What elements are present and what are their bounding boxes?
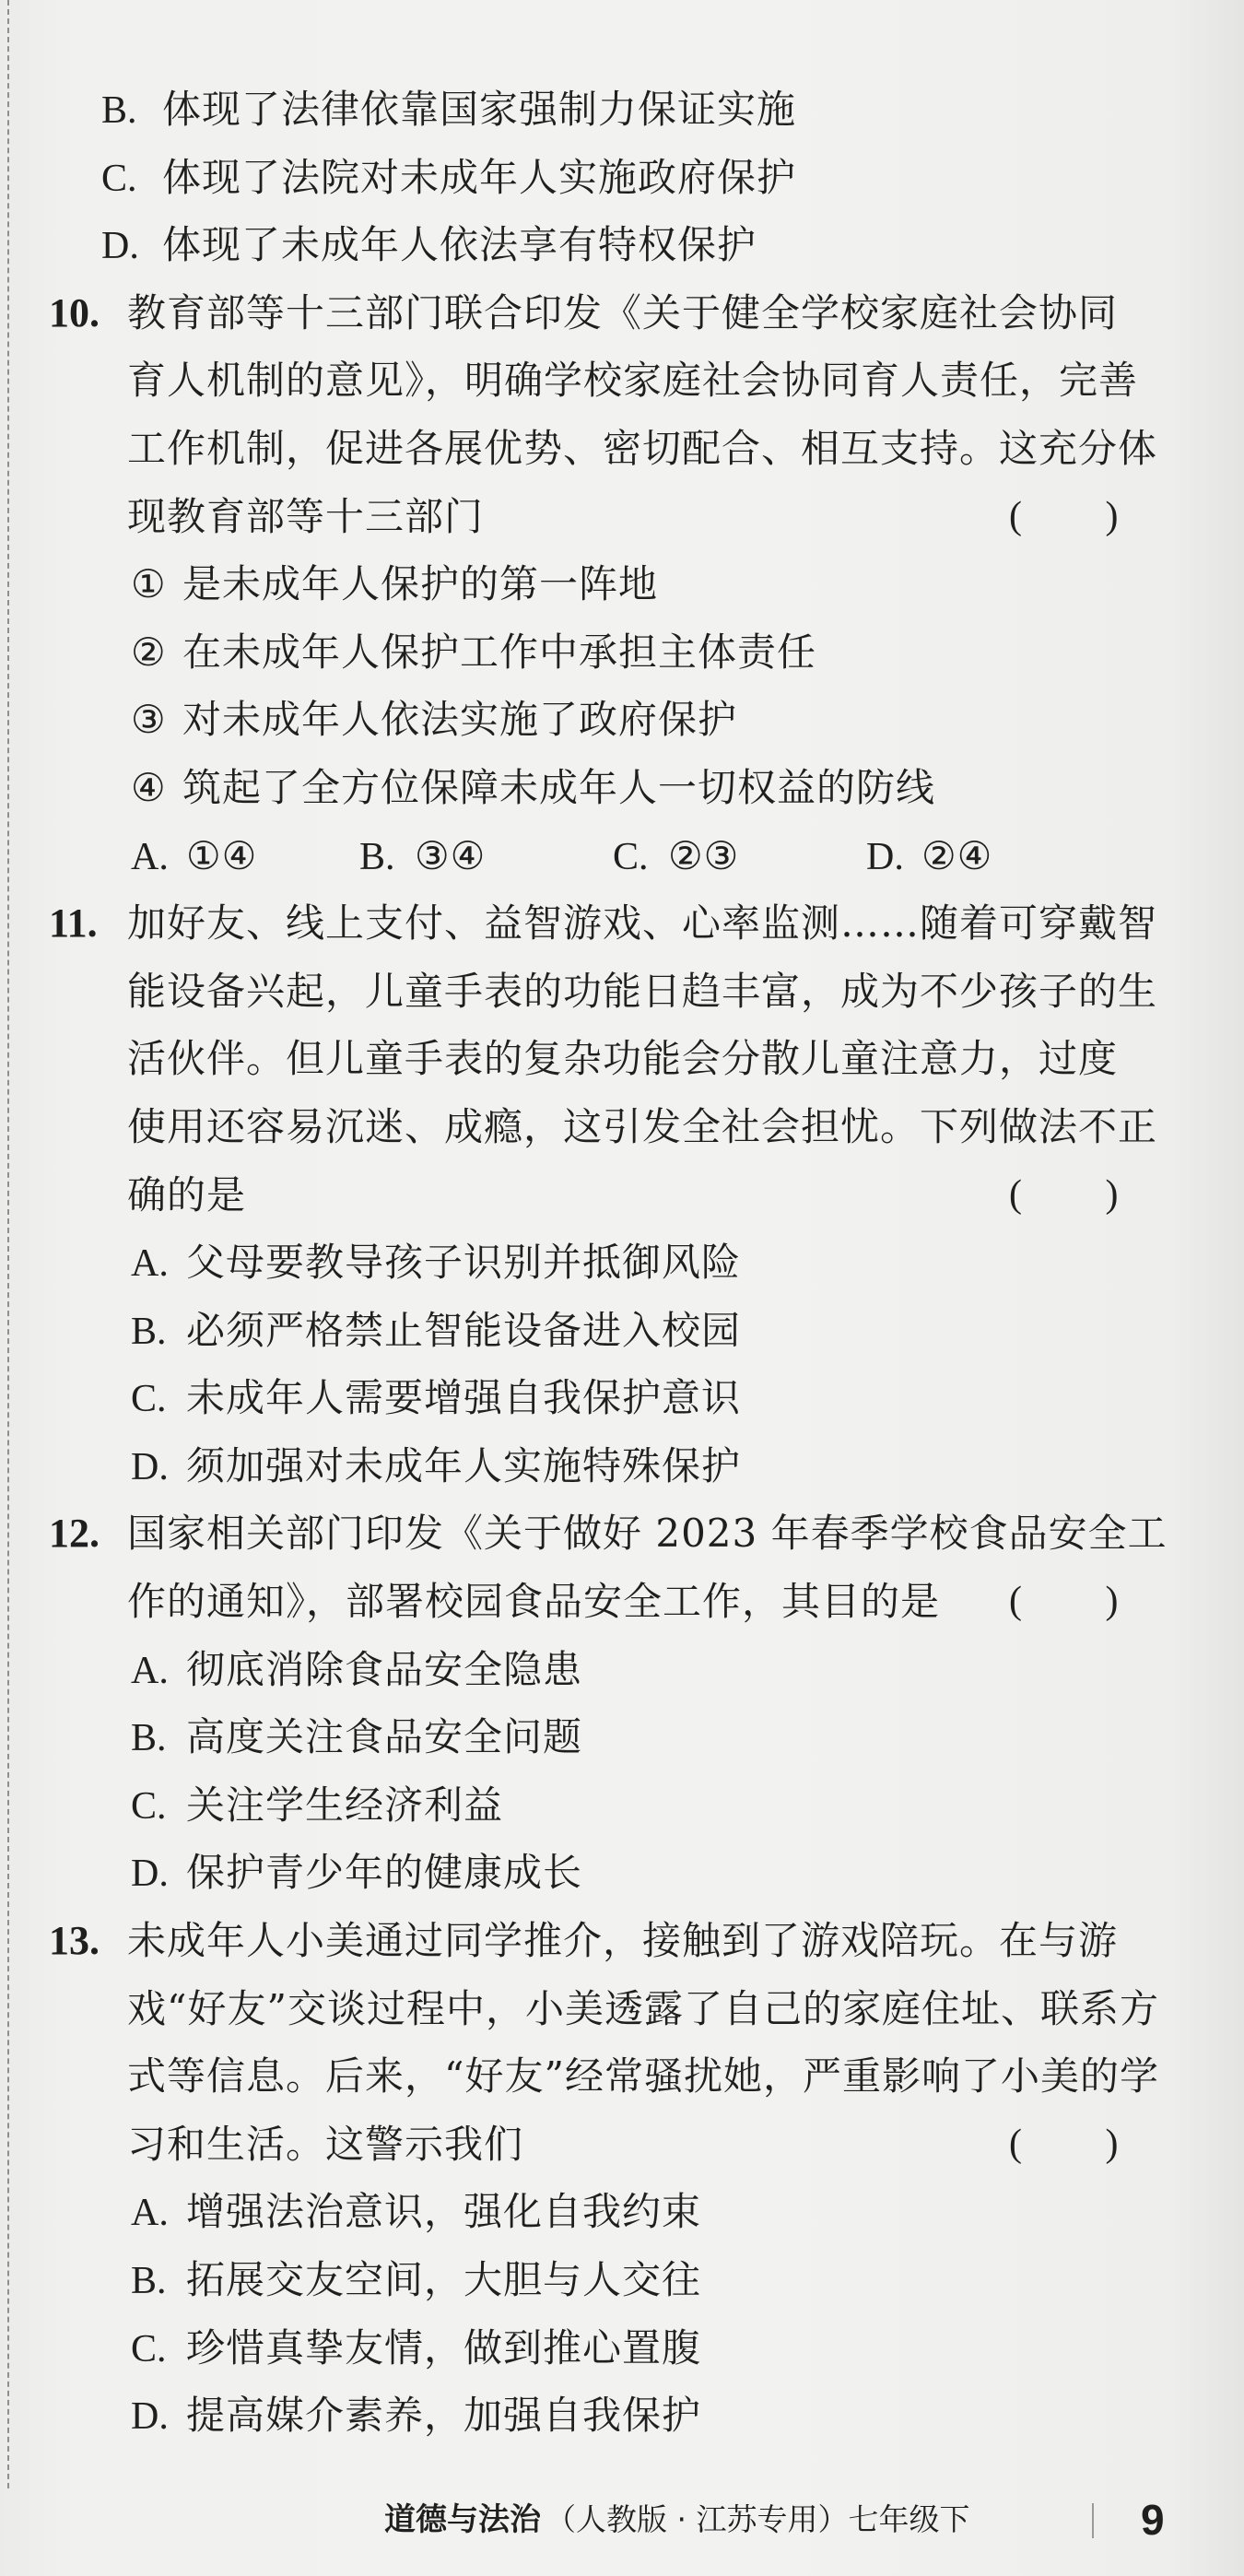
- option-c: [0, 144, 1244, 212]
- question-stem-line: [0, 1568, 1244, 1636]
- statement-marker: ①: [131, 561, 167, 607]
- stem-text: 加好友、线上支付、益智游戏、心率监测……随着可穿戴智: [127, 900, 1158, 947]
- statement-marker: ②: [131, 629, 167, 675]
- statement-marker: ④: [131, 764, 167, 810]
- stem-text: 育人机制的意见》，明确学校家庭社会协同育人责任，完善: [127, 358, 1139, 404]
- stem-text: 教育部等十三部门联合印发《关于健全学校家庭社会协同: [127, 289, 1119, 335]
- answer-bracket: ( ): [1009, 1580, 1119, 1623]
- question-12: [0, 1500, 1244, 1907]
- option-a: [131, 822, 257, 890]
- question-stem-line: [0, 1025, 1244, 1093]
- option-text: 体现了法院对未成年人实施政府保护: [162, 154, 797, 200]
- option-text: 保护青少年的健康成长: [186, 1850, 583, 1896]
- option-c: [0, 2314, 1244, 2382]
- option-label: C.: [131, 1378, 167, 1421]
- stem-text: 现教育部等十三部门: [127, 493, 485, 539]
- choices-row: [0, 822, 1244, 890]
- option-a: [0, 1636, 1244, 1704]
- stem-text: 习和生活。这警示我们: [127, 2121, 524, 2167]
- option-text: 增强法治意识，强化自我约束: [186, 2189, 702, 2235]
- question-13: [0, 1907, 1244, 2450]
- stem-text: 活伙伴。但儿童手表的复杂功能会分散儿童注意力，过度: [127, 1036, 1119, 1082]
- question-stem-line: [0, 279, 1244, 347]
- option-text: 珍惜真挚友情，做到推心置腹: [186, 2324, 702, 2370]
- option-b: [0, 76, 1244, 144]
- option-label: C.: [101, 157, 137, 200]
- option-label: C.: [131, 2327, 167, 2370]
- option-b: [0, 2246, 1244, 2314]
- option-text: 关注学生经济利益: [186, 1782, 504, 1828]
- option-d: [0, 1432, 1244, 1500]
- question-10: [0, 279, 1244, 889]
- option-label: B.: [101, 89, 137, 132]
- option-label: D.: [131, 1445, 169, 1488]
- option-text: 体现了未成年人依法享有特权保护: [162, 222, 757, 268]
- footer-divider: [1092, 2503, 1094, 2538]
- statement-text: 是未成年人保护的第一阵地: [182, 561, 659, 607]
- question-11: [0, 889, 1244, 1500]
- question-stem-line: [0, 1975, 1244, 2043]
- question-stem-line: [0, 1093, 1244, 1161]
- option-a: [0, 2178, 1244, 2246]
- option-label: A.: [131, 1649, 169, 1692]
- statement-text: 在未成年人保护工作中承担主体责任: [182, 629, 817, 675]
- question-stem-line: [0, 958, 1244, 1026]
- option-text: 未成年人需要增强自我保护意识: [186, 1375, 742, 1421]
- option-label: D.: [101, 225, 139, 268]
- option-label: A.: [131, 835, 169, 878]
- question-stem-line: [0, 1500, 1244, 1568]
- option-label: C.: [613, 835, 649, 878]
- option-label: D.: [131, 1853, 169, 1896]
- option-label: D.: [131, 2395, 169, 2439]
- option-text: 彻底消除食品安全隐患: [186, 1646, 583, 1692]
- option-label: D.: [866, 835, 904, 878]
- question-content: [0, 76, 1244, 2450]
- option-label: B.: [131, 2260, 167, 2302]
- answer-bracket: ( ): [1009, 2122, 1119, 2165]
- question-stem-line: [0, 483, 1244, 551]
- option-text: 必须严格禁止智能设备进入校园: [186, 1307, 742, 1353]
- stem-text: 使用还容易沉迷、成瘾，这引发全社会担忧。下列做法不正: [127, 1103, 1158, 1149]
- stem-text: 未成年人小美通过同学推介，接触到了游戏陪玩。在与游: [127, 1918, 1119, 1964]
- question-number: 13.: [49, 1918, 100, 1964]
- question-stem-line: [0, 889, 1244, 958]
- option-label: B.: [131, 1310, 167, 1353]
- option-text: ③④: [415, 832, 487, 878]
- question-stem-line: [0, 1907, 1244, 1975]
- statement-text: 筑起了全方位保障未成年人一切权益的防线: [182, 764, 936, 810]
- option-text: 体现了法律依靠国家强制力保证实施: [162, 87, 797, 132]
- question-number: 11.: [49, 900, 98, 947]
- statement-text: 对未成年人依法实施了政府保护: [182, 697, 738, 743]
- option-label: B.: [131, 1717, 167, 1760]
- question-number: 12.: [49, 1511, 100, 1557]
- footer-edition: （人教版 · 江苏专用）七年级下: [546, 2501, 970, 2537]
- statement-4: [0, 754, 1244, 822]
- question-number: 10.: [49, 289, 100, 335]
- option-c: [0, 1364, 1244, 1432]
- statement-3: [0, 686, 1244, 754]
- option-b: [0, 1703, 1244, 1771]
- option-a: [0, 1229, 1244, 1297]
- question-stem-line: [0, 347, 1244, 415]
- answer-bracket: ( ): [1009, 1172, 1119, 1216]
- option-d: [866, 822, 992, 890]
- option-d: [0, 2382, 1244, 2450]
- option-label: C.: [131, 1784, 167, 1828]
- question-stem-line: [0, 1161, 1244, 1229]
- option-text: ①④: [186, 832, 258, 878]
- option-label: B.: [359, 835, 395, 878]
- previous-question-options: [0, 76, 1244, 279]
- option-d: [0, 1839, 1244, 1907]
- stem-text: 国家相关部门印发《关于做好 2023 年春季学校食品安全工: [127, 1511, 1168, 1557]
- statement-marker: ③: [131, 697, 167, 743]
- statement-1: [0, 550, 1244, 618]
- option-label: A.: [131, 2192, 169, 2235]
- option-label: A.: [131, 1242, 169, 1286]
- statement-2: [0, 618, 1244, 687]
- option-text: 高度关注食品安全问题: [186, 1714, 583, 1760]
- footer-subject: 道德与法治: [384, 2501, 541, 2538]
- option-text: ②④: [921, 832, 993, 878]
- option-b: [0, 1297, 1244, 1365]
- option-text: 须加强对未成年人实施特殊保护: [186, 1442, 742, 1488]
- stem-text: 式等信息。后来，“好友”经常骚扰她，严重影响了小美的学: [127, 2053, 1159, 2100]
- option-text: ②③: [668, 832, 740, 878]
- stem-text: 确的是: [127, 1171, 247, 1217]
- stem-text: 戏“好友”交谈过程中，小美透露了自己的家庭住址、联系方: [127, 1985, 1159, 2031]
- stem-text: 工作机制，促进各展优势、密切配合、相互支持。这充分体: [127, 425, 1158, 471]
- question-stem-line: [0, 2111, 1244, 2179]
- page-footer: [0, 2494, 1244, 2546]
- option-d: [0, 211, 1244, 279]
- option-text: 提高媒介素养，加强自我保护: [186, 2393, 702, 2439]
- answer-bracket: ( ): [1009, 494, 1119, 537]
- page-number: 9: [1141, 2496, 1165, 2544]
- question-stem-line: [0, 415, 1244, 483]
- option-text: 拓展交友空间，大胆与人交往: [186, 2257, 702, 2302]
- option-c: [0, 1771, 1244, 1840]
- question-stem-line: [0, 2042, 1244, 2111]
- option-text: 父母要教导孩子识别并抵御风险: [186, 1240, 742, 1286]
- stem-text: 能设备兴起，儿童手表的功能日趋丰富，成为不少孩子的生: [127, 968, 1158, 1014]
- stem-text: 作的通知》，部署校园食品安全工作，其目的是: [127, 1579, 941, 1625]
- option-b: [359, 822, 486, 890]
- option-c: [613, 822, 739, 890]
